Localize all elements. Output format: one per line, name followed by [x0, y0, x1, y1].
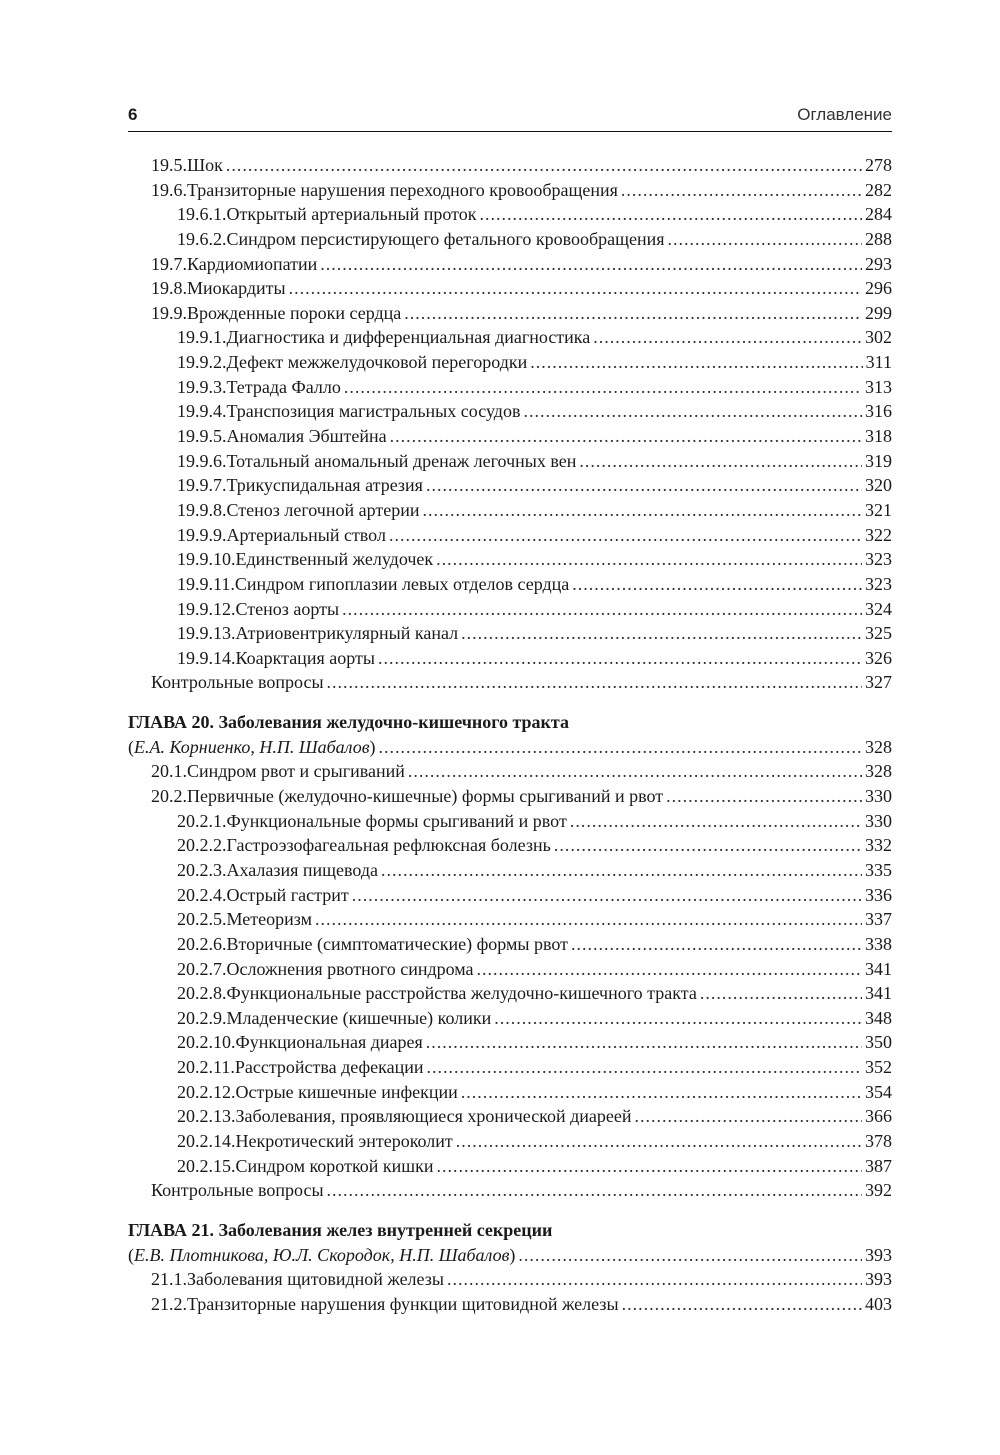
running-head — [128, 105, 892, 132]
toc-entry[interactable]: 20.2.10. Функциональная диарея ..... 350 — [128, 1030, 892, 1055]
chapter-heading[interactable]: ГЛАВА 20. Заболевания желудочно-кишечного тракта — [128, 712, 569, 733]
toc-entry[interactable]: 21.2. Транзиторные нарушения функции щитовидной железы ..... 403 — [128, 1292, 892, 1317]
toc-entry[interactable]: 20.2.14. Некротический энтероколит ..... 378 — [128, 1129, 892, 1154]
table-of-contents — [128, 153, 892, 1316]
toc-entry[interactable]: 20.2. Первичные (желудочно-кишечные) формы срыгиваний и рвот ..... 330 — [128, 784, 892, 809]
toc-entry[interactable]: 20.2.9. Младенческие (кишечные) колики ..... 348 — [128, 1006, 892, 1031]
chapter-authors[interactable]: ( Е.В. Плотникова, Ю.Л. Скородок, Н.П. Шабалов ) ..... 393 — [128, 1243, 892, 1268]
toc-entry[interactable]: 19.9.4. Транспозиция магистральных сосудов ..... 316 — [128, 399, 892, 424]
toc-entry[interactable]: 20.2.4. Острый гастрит ..... 336 — [128, 883, 892, 908]
toc-entry-questions[interactable]: Контрольные вопросы ..... 327 — [128, 670, 892, 695]
toc-entry[interactable]: 20.2.8. Функциональные расстройства желудочно-кишечного тракта ..... 341 — [128, 981, 892, 1006]
toc-entry[interactable]: 19.9.5. Аномалия Эбштейна ..... 318 — [128, 424, 892, 449]
toc-entry[interactable]: 20.2.11. Расстройства дефекации ..... 352 — [128, 1055, 892, 1080]
toc-entry[interactable]: 19.6.2. Синдром персистирующего фетального кровообращения ..... 288 — [128, 227, 892, 252]
toc-entry[interactable]: 19.6. Транзиторные нарушения переходного кровообращения ..... 282 — [128, 178, 892, 203]
toc-entry[interactable]: 21.1. Заболевания щитовидной железы ..... 393 — [128, 1267, 892, 1292]
toc-entry[interactable]: 19.9.1. Диагностика и дифференциальная диагностика ..... 302 — [128, 325, 892, 350]
toc-entry[interactable]: 20.2.7. Осложнения рвотного синдрома ..... 341 — [128, 957, 892, 982]
toc-entry[interactable]: 19.9.2. Дефект межжелудочковой перегородки ..... 311 — [128, 350, 892, 375]
chapter-authors[interactable]: ( Е.А. Корниенко, Н.П. Шабалов ) ..... 328 — [128, 735, 892, 760]
running-head-title: Оглавление — [797, 105, 892, 124]
toc-entry[interactable]: 19.9.14. Коарктация аорты ..... 326 — [128, 646, 892, 671]
toc-entry[interactable]: 19.9.10. Единственный желудочек ..... 323 — [128, 547, 892, 572]
toc-entry[interactable]: 20.2.15. Синдром короткой кишки ..... 387 — [128, 1154, 892, 1179]
toc-entry[interactable]: 19.9.6. Тотальный аномальный дренаж легочных вен ..... 319 — [128, 449, 892, 474]
toc-entry[interactable]: 19.9.7. Трикуспидальная атрезия ..... 320 — [128, 473, 892, 498]
toc-entry[interactable]: 19.7. Кардиомиопатии ..... 293 — [128, 252, 892, 277]
toc-entry[interactable]: 20.2.6. Вторичные (симптоматические) формы рвот ..... 338 — [128, 932, 892, 957]
toc-entry[interactable]: 19.9.12. Стеноз аорты ..... 324 — [128, 597, 892, 622]
toc-entry[interactable]: 19.9.9. Артериальный ствол ..... 322 — [128, 523, 892, 548]
toc-entry[interactable]: 20.2.5. Метеоризм ..... 337 — [128, 907, 892, 932]
toc-entry[interactable]: 19.9.8. Стеноз легочной артерии ..... 321 — [128, 498, 892, 523]
toc-entry[interactable]: 20.2.12. Острые кишечные инфекции ..... 354 — [128, 1080, 892, 1105]
toc-entry[interactable]: 20.2.1. Функциональные формы срыгиваний и рвот ..... 330 — [128, 809, 892, 834]
toc-entry[interactable]: 19.9.13. Атриовентрикулярный канал ..... 325 — [128, 621, 892, 646]
toc-entry[interactable]: 19.5. Шок ..... 278 — [128, 153, 892, 178]
chapter-heading[interactable]: ГЛАВА 21. Заболевания желез внутренней секреции — [128, 1219, 553, 1240]
toc-entry[interactable]: 20.2.2. Гастроэзофагеальная рефлюксная болезнь ..... 332 — [128, 833, 892, 858]
toc-entry[interactable]: 19.9.3. Тетрада Фалло ..... 313 — [128, 375, 892, 400]
page-number: 6 — [128, 105, 138, 124]
toc-entry-questions[interactable]: Контрольные вопросы ..... 392 — [128, 1178, 892, 1203]
toc-entry[interactable]: 19.9. Врожденные пороки сердца ..... 299 — [128, 301, 892, 326]
toc-entry[interactable]: 19.6.1. Открытый артериальный проток ..... 284 — [128, 202, 892, 227]
toc-entry[interactable]: 19.8. Миокардиты ..... 296 — [128, 276, 892, 301]
toc-entry[interactable]: 20.2.3. Ахалазия пищевода ..... 335 — [128, 858, 892, 883]
toc-entry[interactable]: 20.1. Синдром рвот и срыгиваний ..... 328 — [128, 759, 892, 784]
toc-entry[interactable]: 19.9.11. Синдром гипоплазии левых отделов сердца ..... 323 — [128, 572, 892, 597]
toc-entry[interactable]: 20.2.13. Заболевания, проявляющиеся хронической диареей ..... 366 — [128, 1104, 892, 1129]
